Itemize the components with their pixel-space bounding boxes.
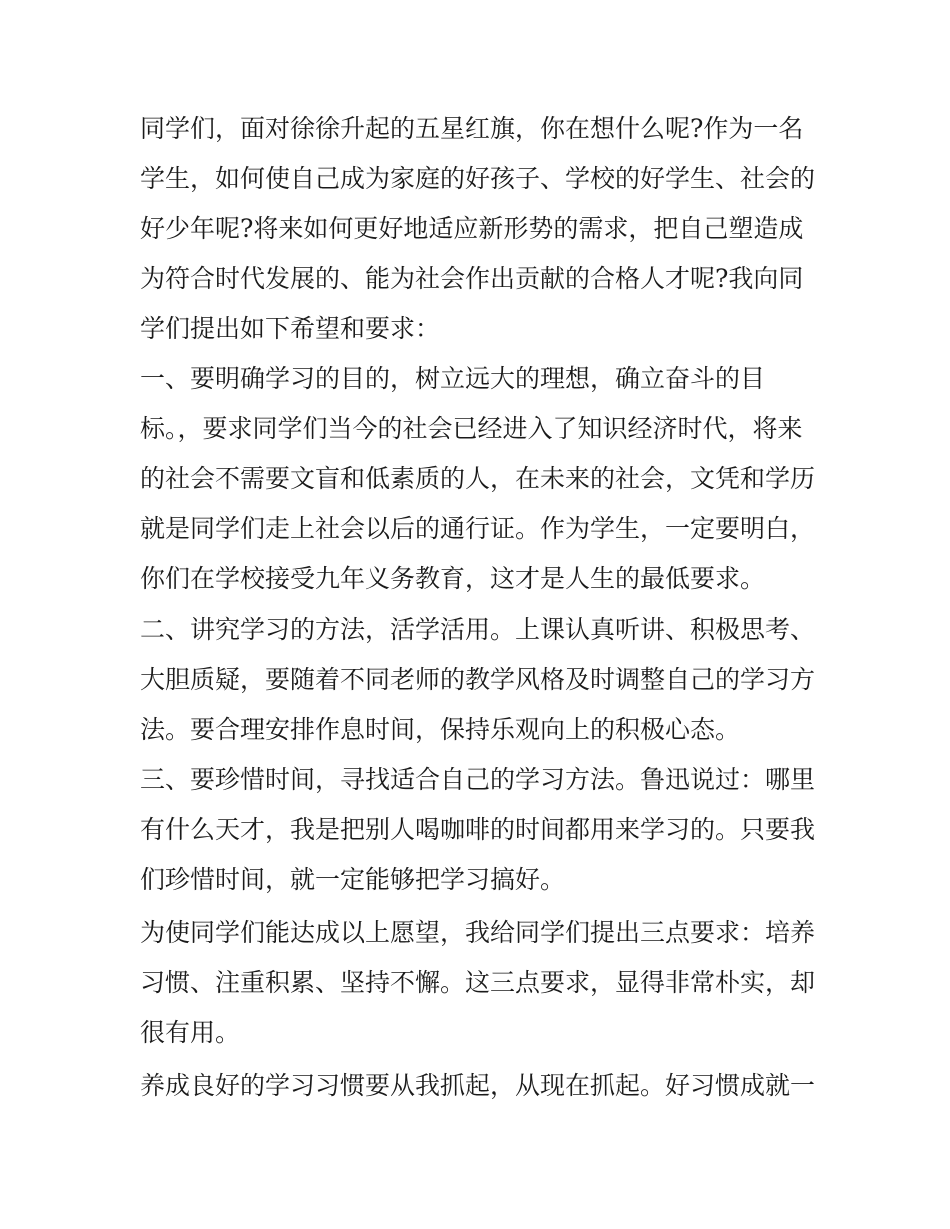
text-line: 大胆质疑，要随着不同老师的教学风格及时调整自己的学习方 [140,665,816,694]
text-line: 的社会不需要文盲和低素质的人，在未来的社会，文凭和学历 [140,464,816,493]
text-line: 很有用。 [140,1018,241,1047]
text-line: 一、要明确学习的目的，树立远大的理想，确立奋斗的目 [140,364,766,393]
text-line: 为使同学们能达成以上愿望，我给同学们提出三点要求：培养 [140,918,816,947]
text-line: 你们在学校接受九年义务教育，这才是人生的最低要求。 [140,564,766,593]
text-line: 为符合时代发展的、能为社会作出贡献的合格人才呢?我向同 [140,264,804,293]
text-line: 标。，要求同学们当今的社会已经进入了知识经济时代，将来 [140,414,803,443]
text-line: 养成良好的学习习惯要从我抓起，从现在抓起。好习惯成就一 [140,1071,816,1100]
text-line: 好少年呢?将来如何更好地适应新形势的需求，把自己塑造成 [140,214,804,243]
text-line: 学们提出如下希望和要求： [140,314,441,343]
text-line: 们珍惜时间，就一定能够把学习搞好。 [140,865,566,894]
text-line: 二、讲究学习的方法，活学活用。上课认真听讲、积极思考、 [140,615,816,644]
text-line: 习惯、注重积累、坚持不懈。这三点要求，显得非常朴实，却 [140,968,816,997]
text-line: 三、要珍惜时间，寻找适合自己的学习方法。鲁迅说过：哪里 [140,765,816,794]
text-line: 同学们，面对徐徐升起的五星红旗，你在想什么呢?作为一名 [140,114,804,143]
text-line: 就是同学们走上社会以后的通行证。作为学生，一定要明白， [140,514,816,543]
text-line: 学生，如何使自己成为家庭的好孩子、学校的好学生、社会的 [140,164,816,193]
text-line: 有什么天才，我是把别人喝咖啡的时间都用来学习的。只要我 [140,815,816,844]
text-line: 法。要合理安排作息时间，保持乐观向上的积极心态。 [140,715,741,744]
